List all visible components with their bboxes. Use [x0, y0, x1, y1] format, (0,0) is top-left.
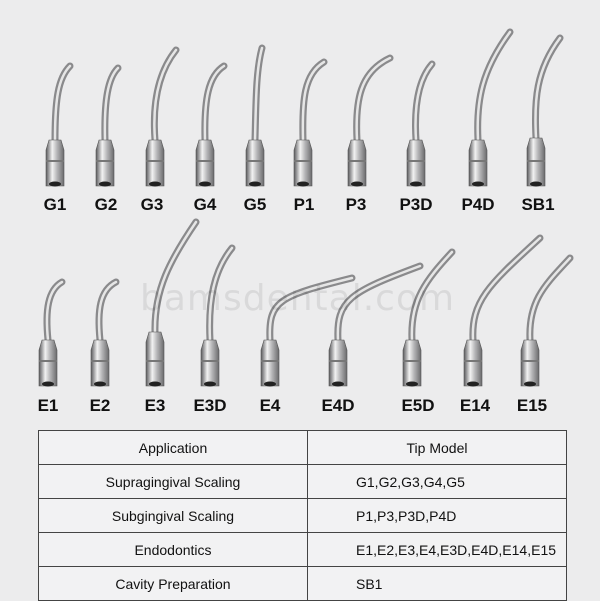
scaler-tip: [96, 68, 118, 187]
tip-label: G3: [140, 195, 164, 214]
table-row: [39, 533, 567, 567]
application-cell: Endodontics: [39, 533, 308, 567]
tip-label: G1: [43, 195, 67, 214]
tip-label: P3: [345, 195, 367, 214]
tip-label: E4D: [321, 396, 355, 415]
tip-model-cell: G1,G2,G3,G4,G5: [308, 465, 567, 499]
tip-label: SB1: [521, 195, 555, 214]
tip-model-cell: P1,P3,P3D,P4D: [308, 499, 567, 533]
application-cell: Supragingival Scaling: [39, 465, 308, 499]
tip-label: P3D: [399, 195, 433, 214]
application-cell: Cavity Preparation: [39, 567, 308, 601]
table-row: [39, 465, 567, 499]
tip-label: G5: [243, 195, 267, 214]
tip-label: P4D: [461, 195, 495, 214]
scaler-tip: [527, 38, 560, 187]
scaler-tip: [469, 32, 510, 187]
scaler-tip: [521, 258, 570, 387]
tip-label: G2: [94, 195, 118, 214]
header-tip-model: Tip Model: [308, 431, 567, 465]
tip-model-cell: SB1: [308, 567, 567, 601]
header-application: Application: [39, 431, 308, 465]
tip-label: E4: [259, 396, 281, 415]
tip-label: E14: [459, 396, 491, 415]
tip-label: E2: [89, 396, 111, 415]
tip-label: E1: [37, 396, 59, 415]
tip-label: E15: [516, 396, 548, 415]
tip-label: E3D: [193, 396, 227, 415]
scaler-tip: [407, 64, 432, 187]
table-row: [39, 499, 567, 533]
scaler-tip: [294, 62, 324, 187]
scaler-tip: [196, 66, 224, 187]
table-row: [39, 567, 567, 601]
tip-label: E5D: [401, 396, 435, 415]
tip-model-cell: E1,E2,E3,E4,E3D,E4D,E14,E15: [308, 533, 567, 567]
scaler-tip: [348, 58, 390, 187]
scaler-tip: [46, 66, 70, 187]
scaler-tip: [146, 50, 176, 187]
scaler-tip: [39, 282, 62, 387]
table-header-row: [39, 431, 567, 465]
application-cell: Subgingival Scaling: [39, 499, 308, 533]
scaler-tip: [91, 282, 116, 387]
tip-label: E3: [144, 396, 166, 415]
scaler-tip: [246, 48, 264, 187]
tip-application-table: [38, 430, 567, 601]
tip-label: G4: [193, 195, 217, 214]
tip-label: P1: [293, 195, 315, 214]
watermark: bamsdental.com: [140, 278, 456, 319]
